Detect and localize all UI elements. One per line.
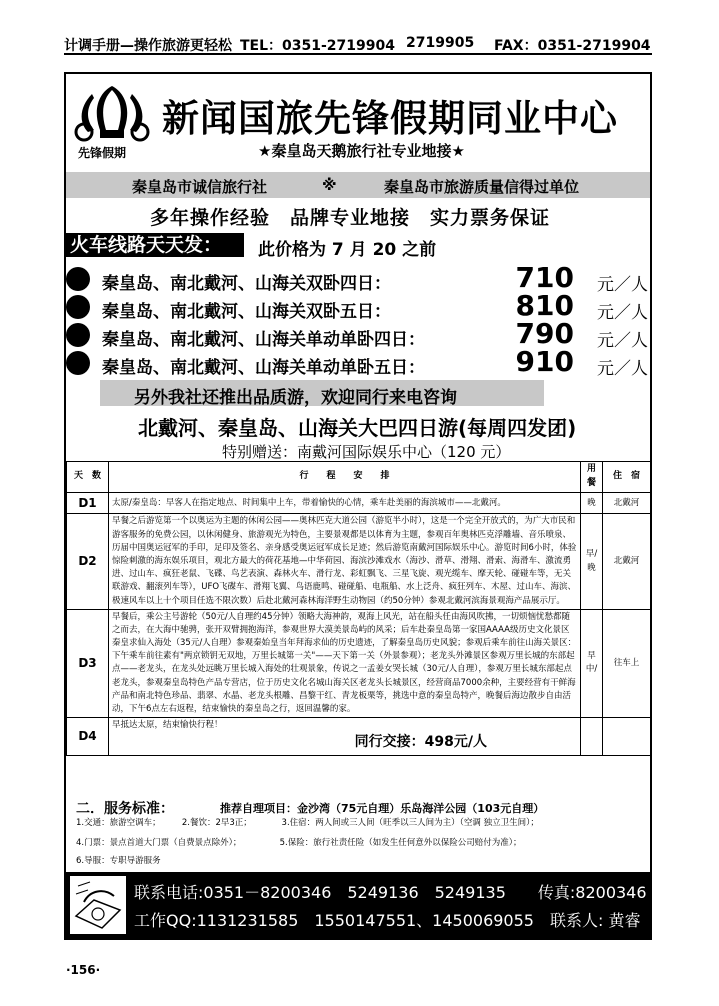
table-row [67,609,651,717]
col-header-stay: 住 宿 [603,462,651,493]
col-header-meal: 用餐 [581,462,603,493]
bullet-icon [66,295,90,319]
bullet-icon [66,267,90,291]
honor-left: 秦皇岛市诚信旅行社 [132,178,268,196]
table-row [67,492,651,514]
route-item [66,345,650,379]
tour-gift: 特别赠送：南戴河国际娱乐中心（120 元） [222,443,511,461]
stay-cell: 北戴河 [603,514,651,609]
honors-bar [66,172,650,198]
table-row [67,718,651,756]
agency-title: 新闻国旅先锋假期同业中心 [162,97,618,140]
col-header-schedule: 行 程 安 排 [109,462,581,493]
bullet-icon [66,351,90,375]
col-header-day: 天 数 [67,462,109,493]
honor-right: 秦皇岛市旅游质量信得过单位 [384,178,580,196]
contact-phones: 联系电话:0351－8200346 5249136 5249135 传真:8200346 [134,883,647,902]
meal-cell: 晚 [581,492,603,514]
route-price-unit: 元／人 [597,331,648,351]
train-routes-label: 火车线路天天发： [66,233,244,257]
logo-text: 先锋假期 [78,146,127,160]
stay-cell: 北戴河 [603,492,651,514]
day-cell: D4 [67,718,109,756]
service-slogan: 多年操作经验 品牌专业地接 实力票务保证 [150,207,551,229]
route-price: 790 [515,317,574,350]
service-title: 二．服务标准： [76,801,174,817]
service-optional-items: 推荐自理项目：金沙湾（75元自理）乐岛海洋公园（103元自理） [220,802,545,815]
schedule-cell: 早餐后，乘公主号游轮（50元/人自理约45分钟）领略大海神韵，观海上风光，站在船头任由海风吹拂，一切烦恼忧愁都随之而去，在大海中驰骋，张开双臂拥抱海洋，参观世界大漠美景岛屿的风采；后车赴秦皇岛第一家国AAAA级历史文化景区秦皇求仙入海处（35元/人自理）参观秦始皇当年拜海求仙的历史遗迹，了解秦皇岛历史风貌；参观后乘车前往山海关景区：下午乘车前往素有"两京锁钥无双地，万里长城第一关"——天下第一关（外景参观）；老龙头外滩景区参观万里长城的东部起点——老龙头，在龙头处远眺万里长城入海处的壮观景象，传说之一孟姜女哭长城（30元/人自理），参观万里长城东部起点老龙头，参观秦皇岛特色产品专营店，位于历史文化名城山海关区老龙头长城景区，经营商品7000余种，主要经营有干鲜海产品和南北特色珍品、翡翠、水晶、老龙头根雕、昌黎干红、青龙板栗等，挑选中意的秦皇岛特产，晚餐后海边散步自由活动，下午6点左右返程，结束愉快的秦皇岛之行，返回温馨的家。 [109,609,581,717]
route-item [66,289,650,323]
honor-separator: ※ [322,176,337,194]
route-price: 910 [515,345,574,378]
page-number: ·156· [66,963,101,977]
header-slogan: 计调手册—操作旅游更轻松 [64,38,232,54]
route-name: 秦皇岛、南北戴河、山海关双卧四日： [102,274,391,294]
bullet-icon [66,323,90,347]
route-price-unit: 元／人 [597,303,648,323]
stay-cell: 往车上 [603,609,651,717]
service-line: 4.门票：景点首道大门票（自费景点除外）； 5.保险：旅行社责任险（如发生任何意外以保险公司赔付为准）； [76,838,522,848]
price-validity-note: 此价格为 7 月 20 之前 [258,240,437,260]
service-line: 1.交通：旅游空调车； 2.餐饮：2早3正； 3.住宿：两人间或三人间（旺季以三人间为主）（空调 独立卫生间）； [76,818,539,828]
stay-cell [603,718,651,756]
header-tel2: 2719905 [406,35,475,51]
itinerary-table [66,461,651,756]
phone-illustration-icon [70,876,126,934]
contact-qq: 工作QQ:1131231585 1550147551、1450069055 联系人: 黄睿 巩小丽 [134,911,705,930]
meal-cell [581,718,603,756]
route-name: 秦皇岛、南北戴河、山海关双卧五日： [102,302,391,322]
route-price-unit: 元／人 [597,275,648,295]
promo-text: 另外我社还推出品质游，欢迎同行来电咨询 [134,388,457,408]
day4-text: 早抵达太原，结束愉快行程！ [112,720,223,731]
route-price: 810 [515,289,574,322]
header-tel: TEL：0351-2719904 [240,38,395,54]
day-cell: D3 [67,609,109,717]
contact-bar [66,872,705,938]
header-fax: FAX：0351-2719904 [494,38,651,54]
agency-subtitle: ★秦皇岛天鹅旅行社专业地接★ [258,142,465,160]
meal-cell: 早/晚 [581,514,603,609]
table-row [67,514,651,609]
day-cell: D2 [67,514,109,609]
route-name: 秦皇岛、南北戴河、山海关单动单卧五日： [102,358,425,378]
route-item [66,261,650,295]
meal-cell: 早中/ [581,609,603,717]
schedule-cell [109,718,581,756]
peer-price: 同行交接：498元/人 [354,734,487,751]
tour-title: 北戴河、秦皇岛、山海关大巴四日游(每周四发团) [138,416,577,440]
page-header [64,33,652,55]
route-item [66,317,650,351]
service-line: 6.导服：专职导游服务 [76,856,161,866]
day-cell: D1 [67,492,109,514]
schedule-cell: 早餐之后游览第一个以奥运为主题的休闲公园——奥林匹克大道公园（游览半小时），这是一个完全开放式的，为广大市民和游客服务的免费公园，以休闲健身、旅游观光为特色，主要景观都是以体育为主题，参观百年奥林匹克浮雕墙、音乐喷泉、历届中国奥运冠军的手印，足印及签名、亲身感受奥运冠军成长足迹；然后游览南戴河国际娱乐中心。游览时间6小时，体验惊险刺激的海东娱乐项目，观北方最大的荷花基地—中华荷园、海滨沙滩戏水（海沙、滑草、滑翔、滑索、海滑车、激流勇进、过山车、疯狂老鼠、飞碟、鸟艺表演、森林火车、滑行龙、彩虹飘飞、三星飞旋、观光缆车、摩天轮、碰碰车等，无关联游戏、翻滚列车等），UFO飞碟车、滑翔飞翼、鸟语鹿鸣、碰碰船、电瓶船、水上泛舟、疯狂列车、木屋、过山车、海滨、极速风车以上十个项目任选不限次数）后赴北戴河森林海洋野生动物园（约50分钟）参观北戴河滨海景观海产品展示厅。 [109,514,581,609]
route-name: 秦皇岛、南北戴河、山海关单动单卧四日： [102,330,425,350]
route-price: 710 [515,261,574,294]
promo-bar [100,380,544,406]
route-price-unit: 元／人 [597,359,648,379]
table-header-row [67,462,651,493]
schedule-cell: 太原/秦皇岛：早客人在指定地点、时间集中上车，带着愉快的心情，乘车赴美丽的海滨城市——北戴河。 [109,492,581,514]
